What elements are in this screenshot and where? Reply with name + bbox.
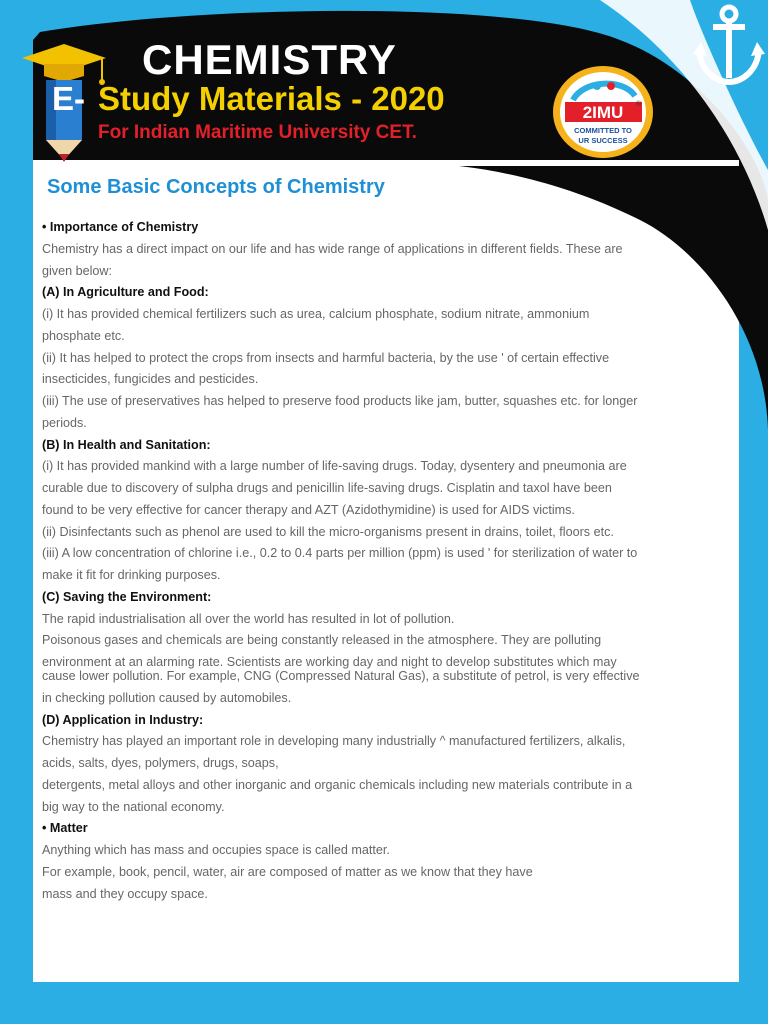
- heading-environment: (C) Saving the Environment:: [42, 589, 212, 604]
- paragraph-line: (ii) It has helped to protect the crops from insects and harmful bacteria, by the use ' of certain effective: [42, 350, 610, 365]
- badge-motto-line2: UR SUCCESS: [578, 136, 628, 145]
- document-title: CHEMISTRY: [142, 36, 397, 83]
- paragraph-line: environment at an alarming rate. Scientists are working day and night to develop substitutes which may: [42, 655, 617, 669]
- paragraph-line: (iii) A low concentration of chlorine i.e., 0.2 to 0.4 parts per million (ppm) is used ' for sterilization of water to: [42, 546, 638, 561]
- paragraph-line: insecticides, fungicides and pesticides.: [42, 372, 259, 387]
- heading-matter: • Matter: [42, 821, 88, 836]
- heading-importance: • Importance of Chemistry: [42, 220, 199, 234]
- paragraph-line: phosphate etc.: [42, 328, 125, 343]
- badge-name: 2IMU: [582, 103, 624, 122]
- paragraph-line: big way to the national economy.: [42, 799, 225, 814]
- heading-industry: (D) Application in Industry:: [42, 712, 204, 727]
- anchor-icon: [693, 4, 765, 88]
- paragraph-line: (i) It has provided mankind with a large number of life-saving drugs. Today, dysentery and pneumonia are: [42, 459, 627, 474]
- document-body: [42, 217, 732, 905]
- paragraph-line: Chemistry has played an important role in developing many industrially ^ manufactured fertilizers, alkalis,: [42, 734, 626, 749]
- paragraph-line: Poisonous gases and chemicals are being constantly released in the atmosphere. They are polluting: [42, 633, 602, 648]
- paragraph-line: found to be very effective for cancer therapy and AZT (Azidothymidine) is used for AIDS victims.: [42, 502, 575, 517]
- paragraph-line: Chemistry has a direct impact on our life and has wide range of applications in different fields. These are: [42, 241, 623, 256]
- badge-motto-line1: COMMITTED TO: [574, 126, 632, 135]
- section-title: Some Basic Concepts of Chemistry: [47, 176, 385, 198]
- paragraph-line: acids, salts, dyes, polymers, drugs, soaps,: [42, 756, 279, 770]
- paragraph-line: given below:: [42, 263, 113, 278]
- paragraph-line: (iii) The use of preservatives has helped to preserve food products like jam, butter, squashes etc. for longer: [42, 394, 638, 408]
- e-prefix: E-: [52, 80, 85, 117]
- heading-agriculture: (A) In Agriculture and Food:: [42, 285, 209, 300]
- paragraph-line: mass and they occupy space.: [42, 886, 208, 901]
- paragraph-line: detergents, metal alloys and other inorganic and organic chemicals including new materials contribute in a: [42, 777, 633, 792]
- paragraph-line: cause lower pollution. For example, CNG (Compressed Natural Gas), a substitute of petrol, is very effective: [42, 669, 640, 683]
- 2imu-logo: [553, 66, 654, 159]
- paragraph-line: curable due to discovery of sulpha drugs and penicillin life-saving drugs. Cisplatin and taxol have been: [42, 481, 612, 495]
- paragraph-line: The rapid industrialisation all over the world has resulted in lot of pollution.: [42, 611, 455, 626]
- paragraph-line: periods.: [42, 415, 87, 430]
- paragraph-line: (i) It has provided chemical fertilizers such as urea, calcium phosphate, sodium nitrate, ammonium: [42, 307, 590, 321]
- document-subtitle: Study Materials - 2020: [98, 80, 445, 117]
- paragraph-line: Anything which has mass and occupies space is called matter.: [42, 843, 390, 857]
- document-tagline: For Indian Maritime University CET.: [98, 122, 417, 143]
- paragraph-line: in checking pollution caused by automobiles.: [42, 690, 292, 705]
- paragraph-line: (ii) Disinfectants such as phenol are used to kill the micro-organisms present in drains, toilet, floors etc.: [42, 524, 614, 539]
- paragraph-line: make it fit for drinking purposes.: [42, 568, 221, 582]
- heading-health: (B) In Health and Sanitation:: [42, 437, 211, 452]
- paragraph-line: For example, book, pencil, water, air are composed of matter as we know that they have: [42, 864, 533, 879]
- badge-registered: ®: [636, 101, 642, 108]
